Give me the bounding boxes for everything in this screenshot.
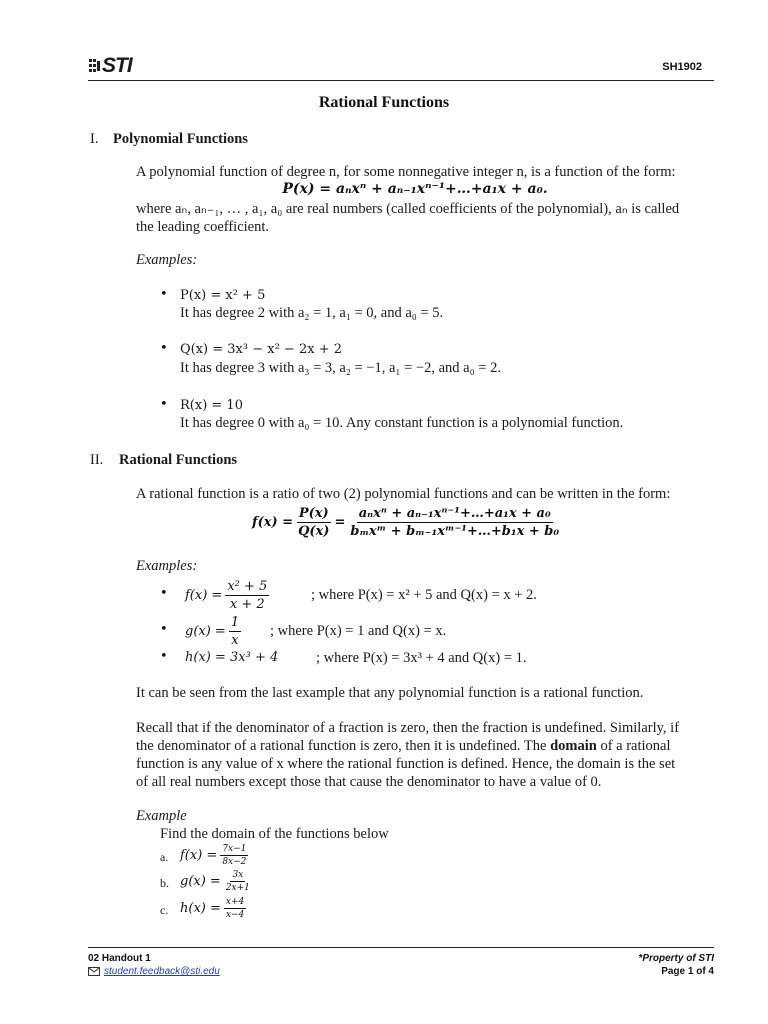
- rational-formula-lhs: f(x) =: [252, 514, 294, 530]
- footer-email-row: [88, 966, 220, 977]
- recall-line-1: Recall that if the denominator of a fraction is zero, then the fraction is undefined. Similarly, if: [136, 720, 680, 736]
- bullet-icon: •: [160, 622, 168, 637]
- sti-logo: [88, 54, 132, 78]
- section2-numeral: II.: [90, 452, 104, 468]
- domain-item-c: [180, 893, 249, 923]
- domain-item-a-num: 7x−1: [222, 843, 247, 854]
- section1-where-line1: where aₙ, aₙ₋₁, … , a₁, a₀ are real numbers (called coefficients of the polynomial), aₙ is called: [136, 201, 680, 217]
- domain-item-b-den: 2x+1: [225, 882, 250, 893]
- rational-example-2-den: x: [231, 632, 239, 648]
- domain-item-c-letter: c.: [160, 903, 169, 917]
- section1-heading: Polynomial Functions: [113, 131, 248, 147]
- domain-item-c-num: x+4: [225, 896, 245, 907]
- poly-example-3-desc: It has degree 0 with a₀ = 10. Any constant function is a polynomial function.: [180, 415, 624, 431]
- footer-rule: [88, 947, 714, 948]
- domain-item-a-letter: a.: [160, 850, 169, 864]
- poly-example-3-expr: R(x) = 10: [180, 398, 243, 413]
- domain-item-b-lhs: g(x) =: [180, 873, 221, 889]
- section2-intro: A rational function is a ratio of two (2) polynomial functions and can be written in the form:: [136, 486, 671, 502]
- domain-item-a-den: 8x−2: [222, 856, 247, 867]
- doc-code: SH1902: [662, 61, 702, 73]
- rational-example-3-expr: h(x) = 3x³ + 4: [185, 650, 279, 665]
- page-title: Rational Functions: [318, 94, 450, 111]
- poly-example-1-expr: P(x) = x² + 5: [180, 288, 266, 303]
- header-rule: [88, 80, 714, 81]
- recall-line-2c: of a rational: [596, 738, 671, 754]
- example-label: Example: [136, 808, 187, 824]
- logo-text: STI: [102, 54, 132, 77]
- coefficient-denominator: bₘxᵐ + bₘ₋₁xᵐ⁻¹+…+b₁x + b₀: [350, 523, 560, 539]
- rational-example-2-fraction: [229, 615, 241, 648]
- domain-item-a-lhs: f(x) =: [180, 847, 218, 863]
- domain-term: domain: [550, 738, 597, 754]
- domain-item-b-num: 3x: [232, 869, 244, 880]
- recall-line-4: of all real numbers except those that cause the denominator to have a value of 0.: [136, 774, 602, 790]
- domain-item-c-den: x−4: [225, 909, 245, 920]
- footer-property: *Property of STI: [638, 953, 714, 964]
- rational-example-2: [185, 612, 244, 650]
- section1-intro: A polynomial function of degree n, for some nonnegative integer n, is a function of the form:: [136, 164, 676, 180]
- bullet-icon: •: [160, 397, 168, 412]
- rational-example-1-where: ; where P(x) = x² + 5 and Q(x) = x + 2.: [311, 587, 537, 603]
- header: [88, 52, 714, 78]
- footer-page: Page 1 of 4: [661, 966, 714, 977]
- rational-example-1-lhs: f(x) =: [185, 587, 223, 603]
- example-prompt: Find the domain of the functions below: [160, 826, 389, 842]
- domain-item-b-letter: b.: [160, 876, 169, 890]
- footer-handout: 02 Handout 1: [88, 953, 151, 964]
- section1-examples-label: Examples:: [136, 252, 198, 268]
- poly-example-2-desc: It has degree 3 with a₃ = 3, a₂ = −1, a₁ = −2, and a₀ = 2.: [180, 360, 501, 376]
- bullet-icon: •: [160, 586, 168, 601]
- rational-example-2-num: 1: [230, 614, 240, 630]
- recall-line-3: function is any value of x where the rational function is defined. Hence, the domain is the set: [136, 756, 676, 772]
- bullet-icon: •: [160, 341, 168, 356]
- pq-numerator: P(x): [298, 505, 329, 521]
- domain-item-c-fraction: [224, 897, 246, 920]
- section2-heading: Rational Functions: [119, 452, 238, 468]
- section2-remark: It can be seen from the last example that any polynomial function is a rational function.: [136, 685, 644, 701]
- envelope-icon: [88, 967, 100, 976]
- rational-example-1: [185, 575, 272, 615]
- rational-example-2-where: ; where P(x) = 1 and Q(x) = x.: [270, 623, 447, 639]
- coefficient-fraction: [348, 506, 561, 539]
- pq-denominator: Q(x): [298, 523, 330, 539]
- sti-logo-icon: [88, 57, 102, 75]
- domain-item-a-fraction: [220, 844, 248, 867]
- equals-sign: =: [334, 514, 346, 530]
- domain-item-b: [180, 866, 255, 896]
- domain-item-b-fraction: [224, 870, 252, 893]
- coefficient-numerator: aₙxⁿ + aₙ₋₁xⁿ⁻¹+…+a₁x + a₀: [358, 505, 551, 521]
- rational-formula: [252, 500, 564, 544]
- domain-item-c-lhs: h(x) =: [180, 900, 221, 916]
- rational-example-2-lhs: g(x) =: [185, 623, 226, 639]
- section2-examples-label: Examples:: [136, 558, 198, 574]
- bullet-icon: •: [160, 287, 168, 302]
- recall-line-2a: the denominator of a rational function is zero, then it is undefined. The: [136, 738, 551, 754]
- poly-example-1-desc: It has degree 2 with a₂ = 1, a₁ = 0, and a₀ = 5.: [180, 305, 444, 321]
- footer-email-link[interactable]: student.feedback@sti.edu: [104, 966, 220, 977]
- bullet-icon: •: [160, 649, 168, 664]
- rational-example-1-fraction: [225, 579, 269, 612]
- recall-line-2: [136, 737, 671, 755]
- rational-example-3-where: ; where P(x) = 3x³ + 4 and Q(x) = 1.: [316, 650, 527, 666]
- pq-fraction: [296, 506, 331, 539]
- rational-example-1-den: x + 2: [229, 596, 265, 612]
- section1-where-line2: the leading coefficient.: [136, 219, 269, 235]
- section1-numeral: I.: [90, 131, 99, 147]
- polynomial-formula: P(x) = aₙxⁿ + aₙ₋₁xⁿ⁻¹+…+a₁x + a₀.: [282, 181, 548, 197]
- poly-example-2-expr: Q(x) = 3x³ − x² − 2x + 2: [180, 342, 342, 357]
- rational-example-1-num: x² + 5: [227, 578, 268, 594]
